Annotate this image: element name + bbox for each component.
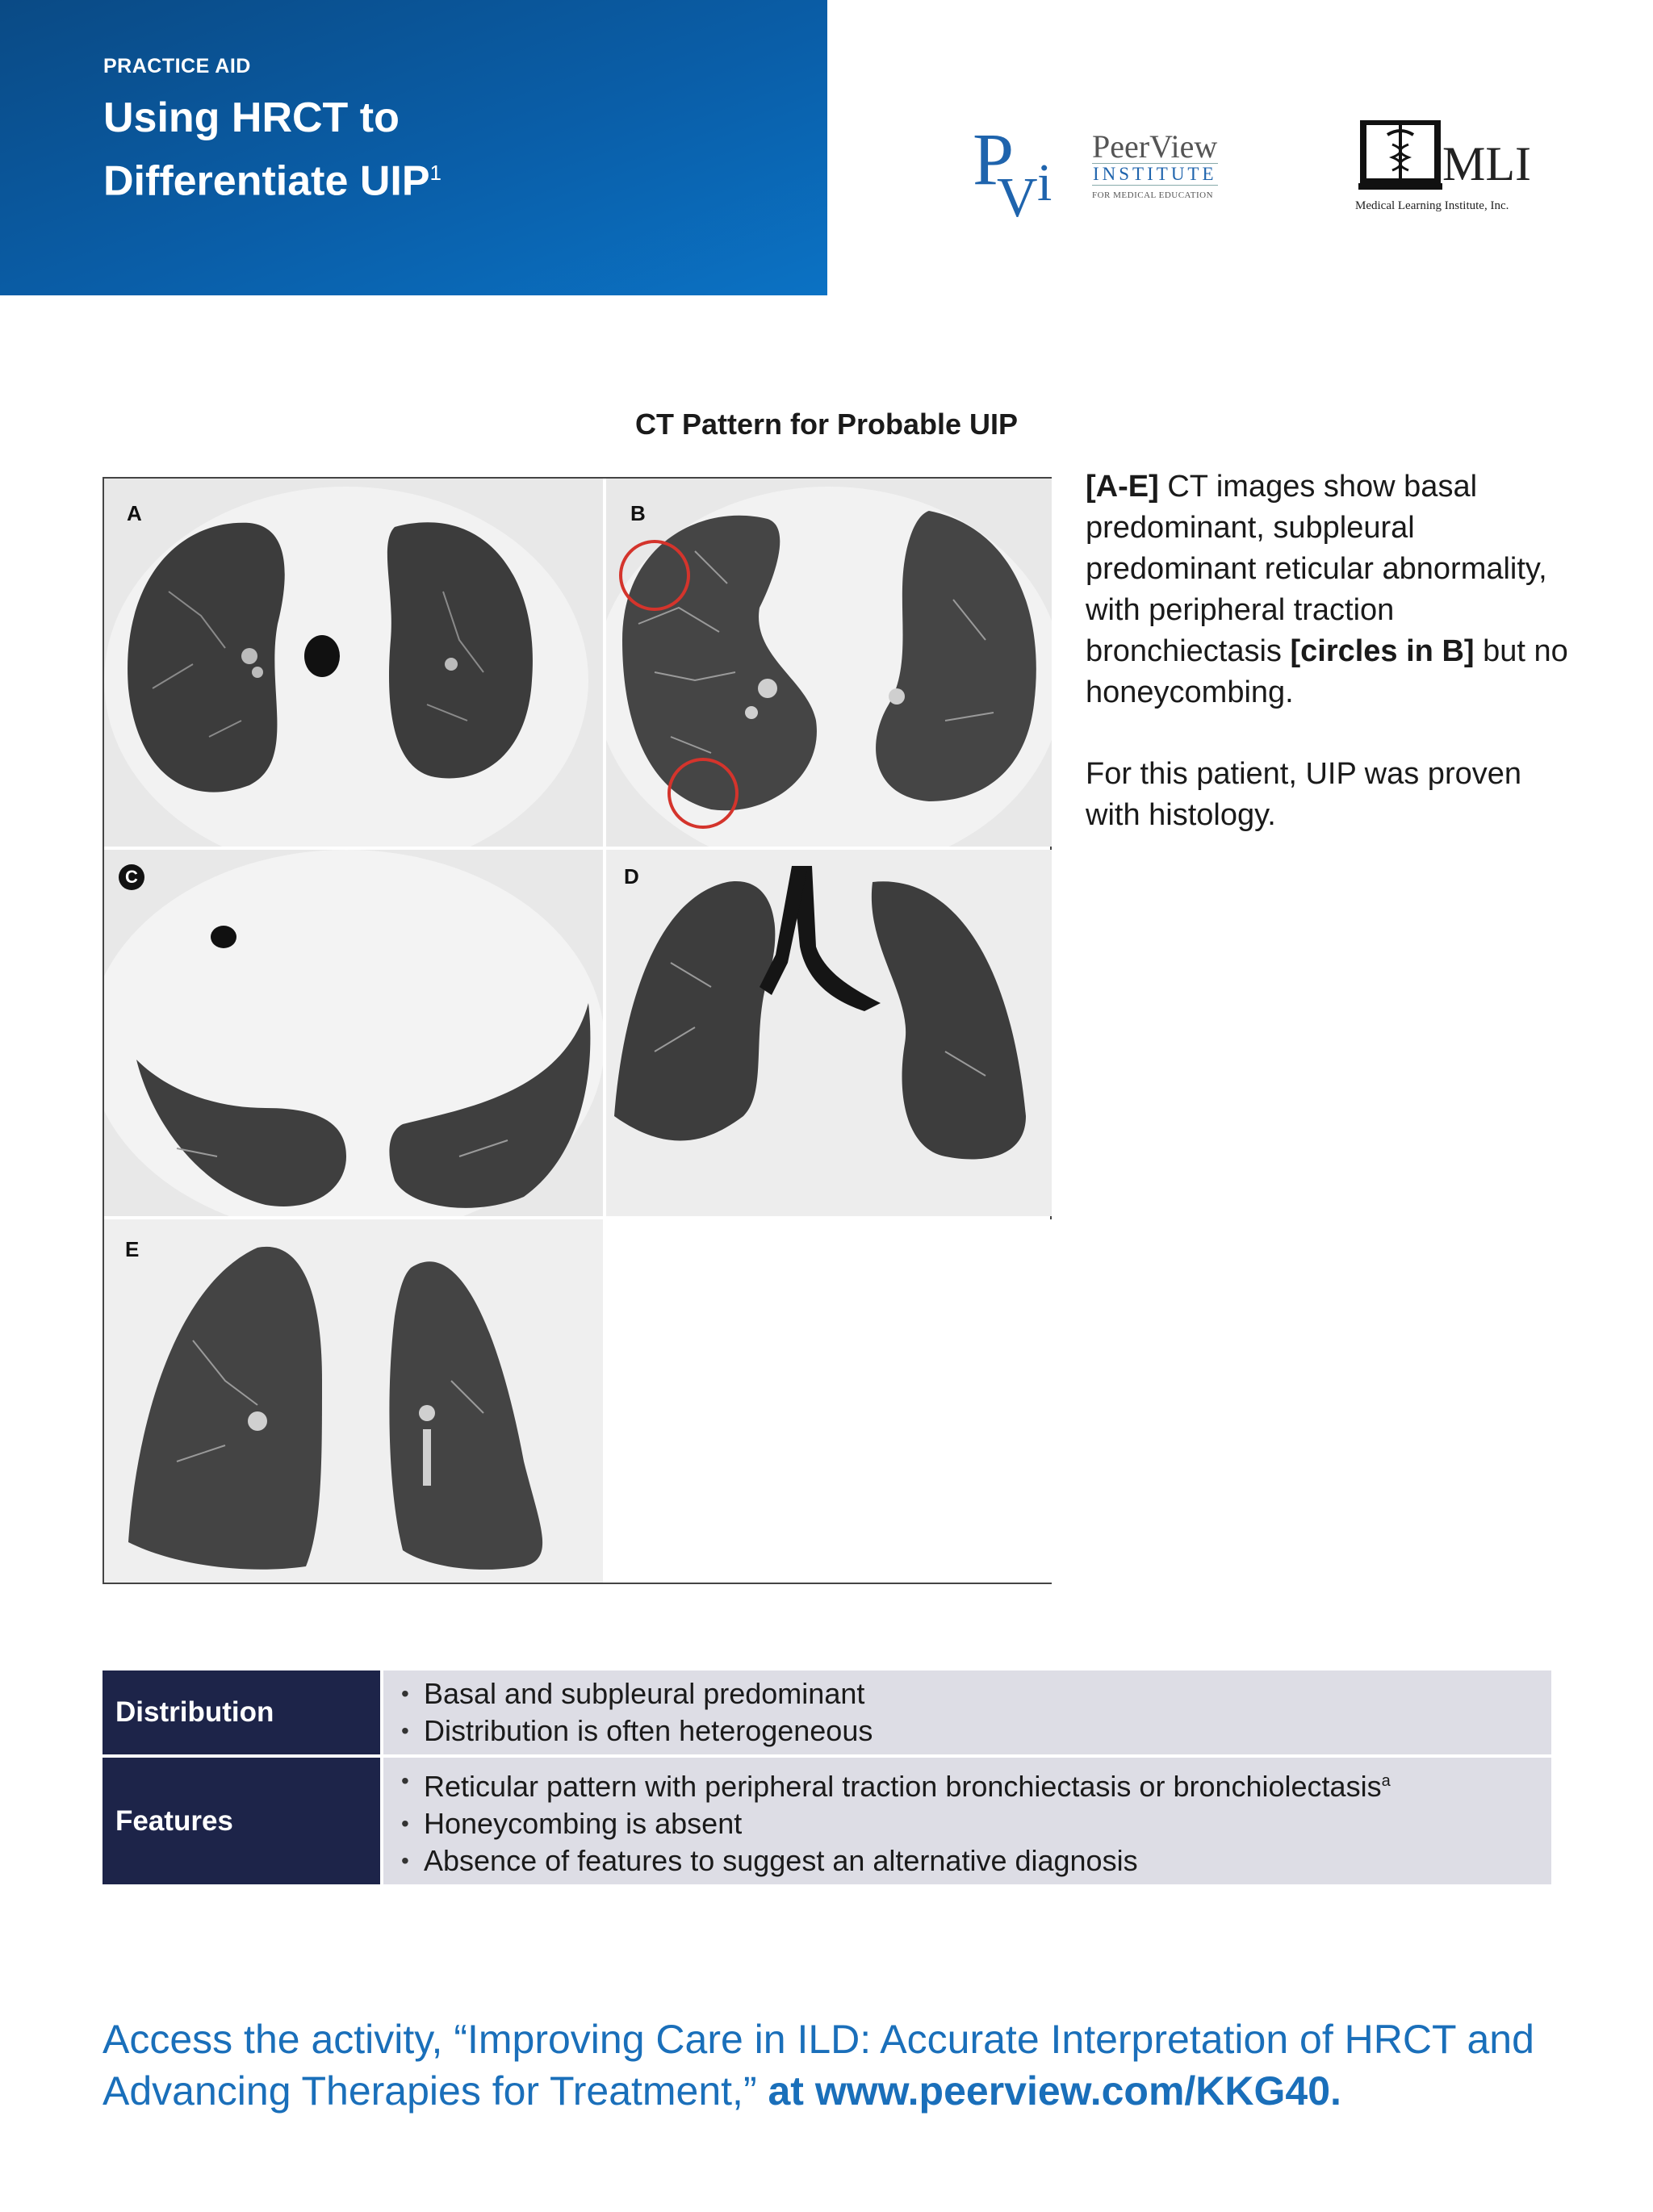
figure-caption	[1086, 466, 1570, 836]
row-label-distribution: Distribution	[103, 1670, 382, 1756]
ct-scan-b-image	[606, 479, 1052, 847]
svg-text:V: V	[997, 167, 1038, 226]
caption-text-2: but no honeycombing.	[1086, 634, 1568, 709]
panel-letter-a: A	[127, 501, 142, 525]
title-superscript: 1	[429, 161, 441, 185]
caption-paragraph-1	[1086, 466, 1570, 713]
header-kicker: PRACTICE AID	[103, 55, 251, 77]
pvi-institute: INSTITUTE	[1093, 164, 1217, 184]
table-row	[103, 1756, 1551, 1886]
activity-cta	[103, 2013, 1571, 2117]
list-item: • Absence of features to suggest an alternative diagnosis	[401, 1842, 1551, 1880]
mli-subtitle: Medical Learning Institute, Inc.	[1355, 199, 1509, 212]
cta-link[interactable]: at www.peerview.com/KKG40.	[768, 2068, 1341, 2114]
ct-panel-e	[104, 1219, 603, 1583]
panel-letter-c: C	[119, 864, 144, 890]
ct-scan-c-image	[104, 850, 603, 1216]
caption-bold-2: [circles in B]	[1290, 634, 1475, 668]
ct-panel-d	[606, 850, 1052, 1216]
table-row	[103, 1670, 1551, 1756]
row-body-distribution	[382, 1670, 1551, 1756]
peerview-logo	[973, 121, 1239, 234]
list-item	[401, 1762, 1551, 1805]
pvi-mark-icon	[973, 121, 1068, 226]
list-item: • Honeycombing is absent	[401, 1805, 1551, 1842]
title-line-2: Differentiate UIP	[103, 157, 430, 205]
features-table	[103, 1670, 1551, 1888]
ct-panel-a	[104, 479, 603, 847]
ct-scan-e-image	[104, 1219, 603, 1583]
panel-letter-d: D	[624, 864, 639, 889]
pvi-subtitle: FOR MEDICAL EDUCATION	[1092, 190, 1214, 200]
caption-text-1: CT images show basal predominant, subpleural predominant reticular abnormality, with peripheral traction bronchiectasis	[1086, 470, 1547, 668]
list-item-text: Reticular pattern with peripheral traction bronchiectasis or bronchiolectasis	[424, 1770, 1382, 1803]
caption-bold-1: [A-E]	[1086, 470, 1159, 504]
ct-scan-a-image	[104, 479, 603, 847]
panel-letter-e: E	[125, 1237, 140, 1261]
ct-panel-b	[606, 479, 1052, 847]
ct-panel-c	[104, 850, 603, 1216]
caduceus-book-icon	[1358, 115, 1442, 192]
mli-logo	[1352, 115, 1554, 220]
figure-title: CT Pattern for Probable UIP	[634, 408, 1019, 441]
title-line-1: Using HRCT to	[103, 94, 400, 141]
page-title	[103, 90, 797, 208]
caption-paragraph-2: For this patient, UIP was proven with histology.	[1086, 757, 1521, 832]
list-item: • Basal and subpleural predominant	[401, 1675, 1551, 1712]
ct-scan-d-image	[606, 850, 1052, 1216]
row-body-features	[382, 1756, 1551, 1886]
row-label-features: Features	[103, 1756, 382, 1886]
empty-panel	[606, 1219, 1052, 1583]
list-item: • Distribution is often heterogeneous	[401, 1712, 1551, 1750]
ct-image-frame	[103, 477, 1052, 1584]
panel-letter-b: B	[630, 501, 646, 525]
pvi-name: PeerView	[1092, 128, 1218, 165]
footnote-marker: a	[1381, 1772, 1391, 1790]
cta-text: Access the activity, “Improving Care in ILD: Accurate Interpretation of HRCT and Advancing Therapies for Treatment,”	[103, 2017, 1534, 2114]
mli-text: MLI	[1442, 137, 1531, 190]
svg-text:i: i	[1037, 153, 1052, 212]
svg-text:P: P	[973, 121, 1015, 200]
